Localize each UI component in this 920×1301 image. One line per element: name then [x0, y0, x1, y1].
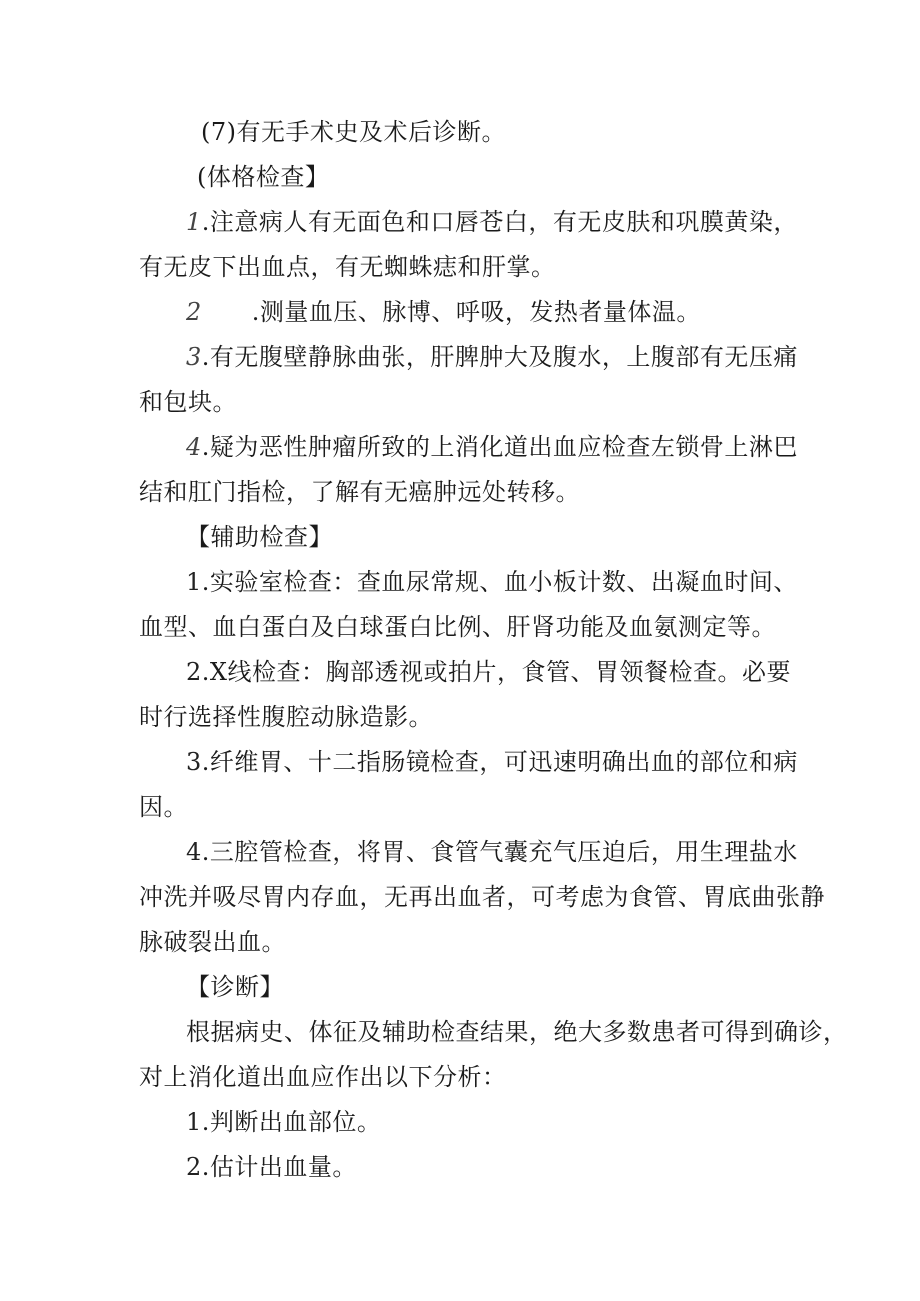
- section-heading: 【辅助检查】: [186, 523, 333, 551]
- list-item: 2 .测量血压、脉博、呼吸，发热者量体温。: [186, 298, 701, 326]
- text-line: 结和肛门指检，了解有无癌肿远处转移。: [139, 478, 580, 506]
- list-item: 3.有无腹壁静脉曲张，肝脾肿大及腹水，上腹部有无压痛: [186, 343, 798, 371]
- list-number: 1: [186, 568, 202, 596]
- list-item: 2.X线检查：胸部透视或拍片，食管、胃领餐检查。必要: [186, 658, 791, 686]
- list-number: 3: [186, 748, 202, 776]
- section-heading: (体格检查】: [197, 163, 330, 191]
- text-line: 冲洗并吸尽胃内存血，无再出血者，可考虑为食管、胃底曲张静: [139, 883, 825, 911]
- list-number: 2: [186, 658, 202, 686]
- list-number: 4: [186, 838, 202, 866]
- text-line: 时行选择性腹腔动脉造影。: [139, 703, 433, 731]
- text-line: 根据病史、体征及辅助检查结果，绝大多数患者可得到确诊，: [186, 1018, 848, 1046]
- text-line: 对上消化道出血应作出以下分析：: [139, 1063, 507, 1091]
- list-number: 3: [186, 343, 202, 371]
- text-line: (7)有无手术史及术后诊断。: [201, 118, 506, 146]
- list-number: 4: [186, 433, 202, 461]
- text-line: 因。: [139, 793, 188, 821]
- text-line: 脉破裂出血。: [139, 928, 286, 956]
- list-number: 2: [186, 1153, 202, 1181]
- list-number: 2: [186, 298, 202, 326]
- list-item: 3.纤维胃、十二指肠镜检查，可迅速明确出血的部位和病: [186, 748, 798, 776]
- list-item: 2.估计出血量。: [186, 1153, 357, 1181]
- section-heading: 【诊断】: [186, 973, 284, 1001]
- text-line: 有无皮下出血点，有无蜘蛛痣和肝掌。: [139, 253, 556, 281]
- list-item: 1.判断出血部位。: [186, 1108, 382, 1136]
- list-number: 1: [186, 208, 202, 236]
- list-item: 4.三腔管检查，将胃、食管气囊充气压迫后，用生理盐水: [186, 838, 798, 866]
- list-item: 1.实验室检查：查血尿常规、血小板计数、出凝血时间、: [186, 568, 798, 596]
- text-line: 血型、血白蛋白及白球蛋白比例、肝肾功能及血氨测定等。: [139, 613, 776, 641]
- list-number: 1: [186, 1108, 202, 1136]
- list-item: 1.注意病人有无面色和口唇苍白，有无皮肤和巩膜黄染，: [186, 208, 798, 236]
- list-item: 4.疑为恶性肿瘤所致的上消化道出血应检查左锁骨上淋巴: [186, 433, 798, 461]
- text-line: 和包块。: [139, 388, 237, 416]
